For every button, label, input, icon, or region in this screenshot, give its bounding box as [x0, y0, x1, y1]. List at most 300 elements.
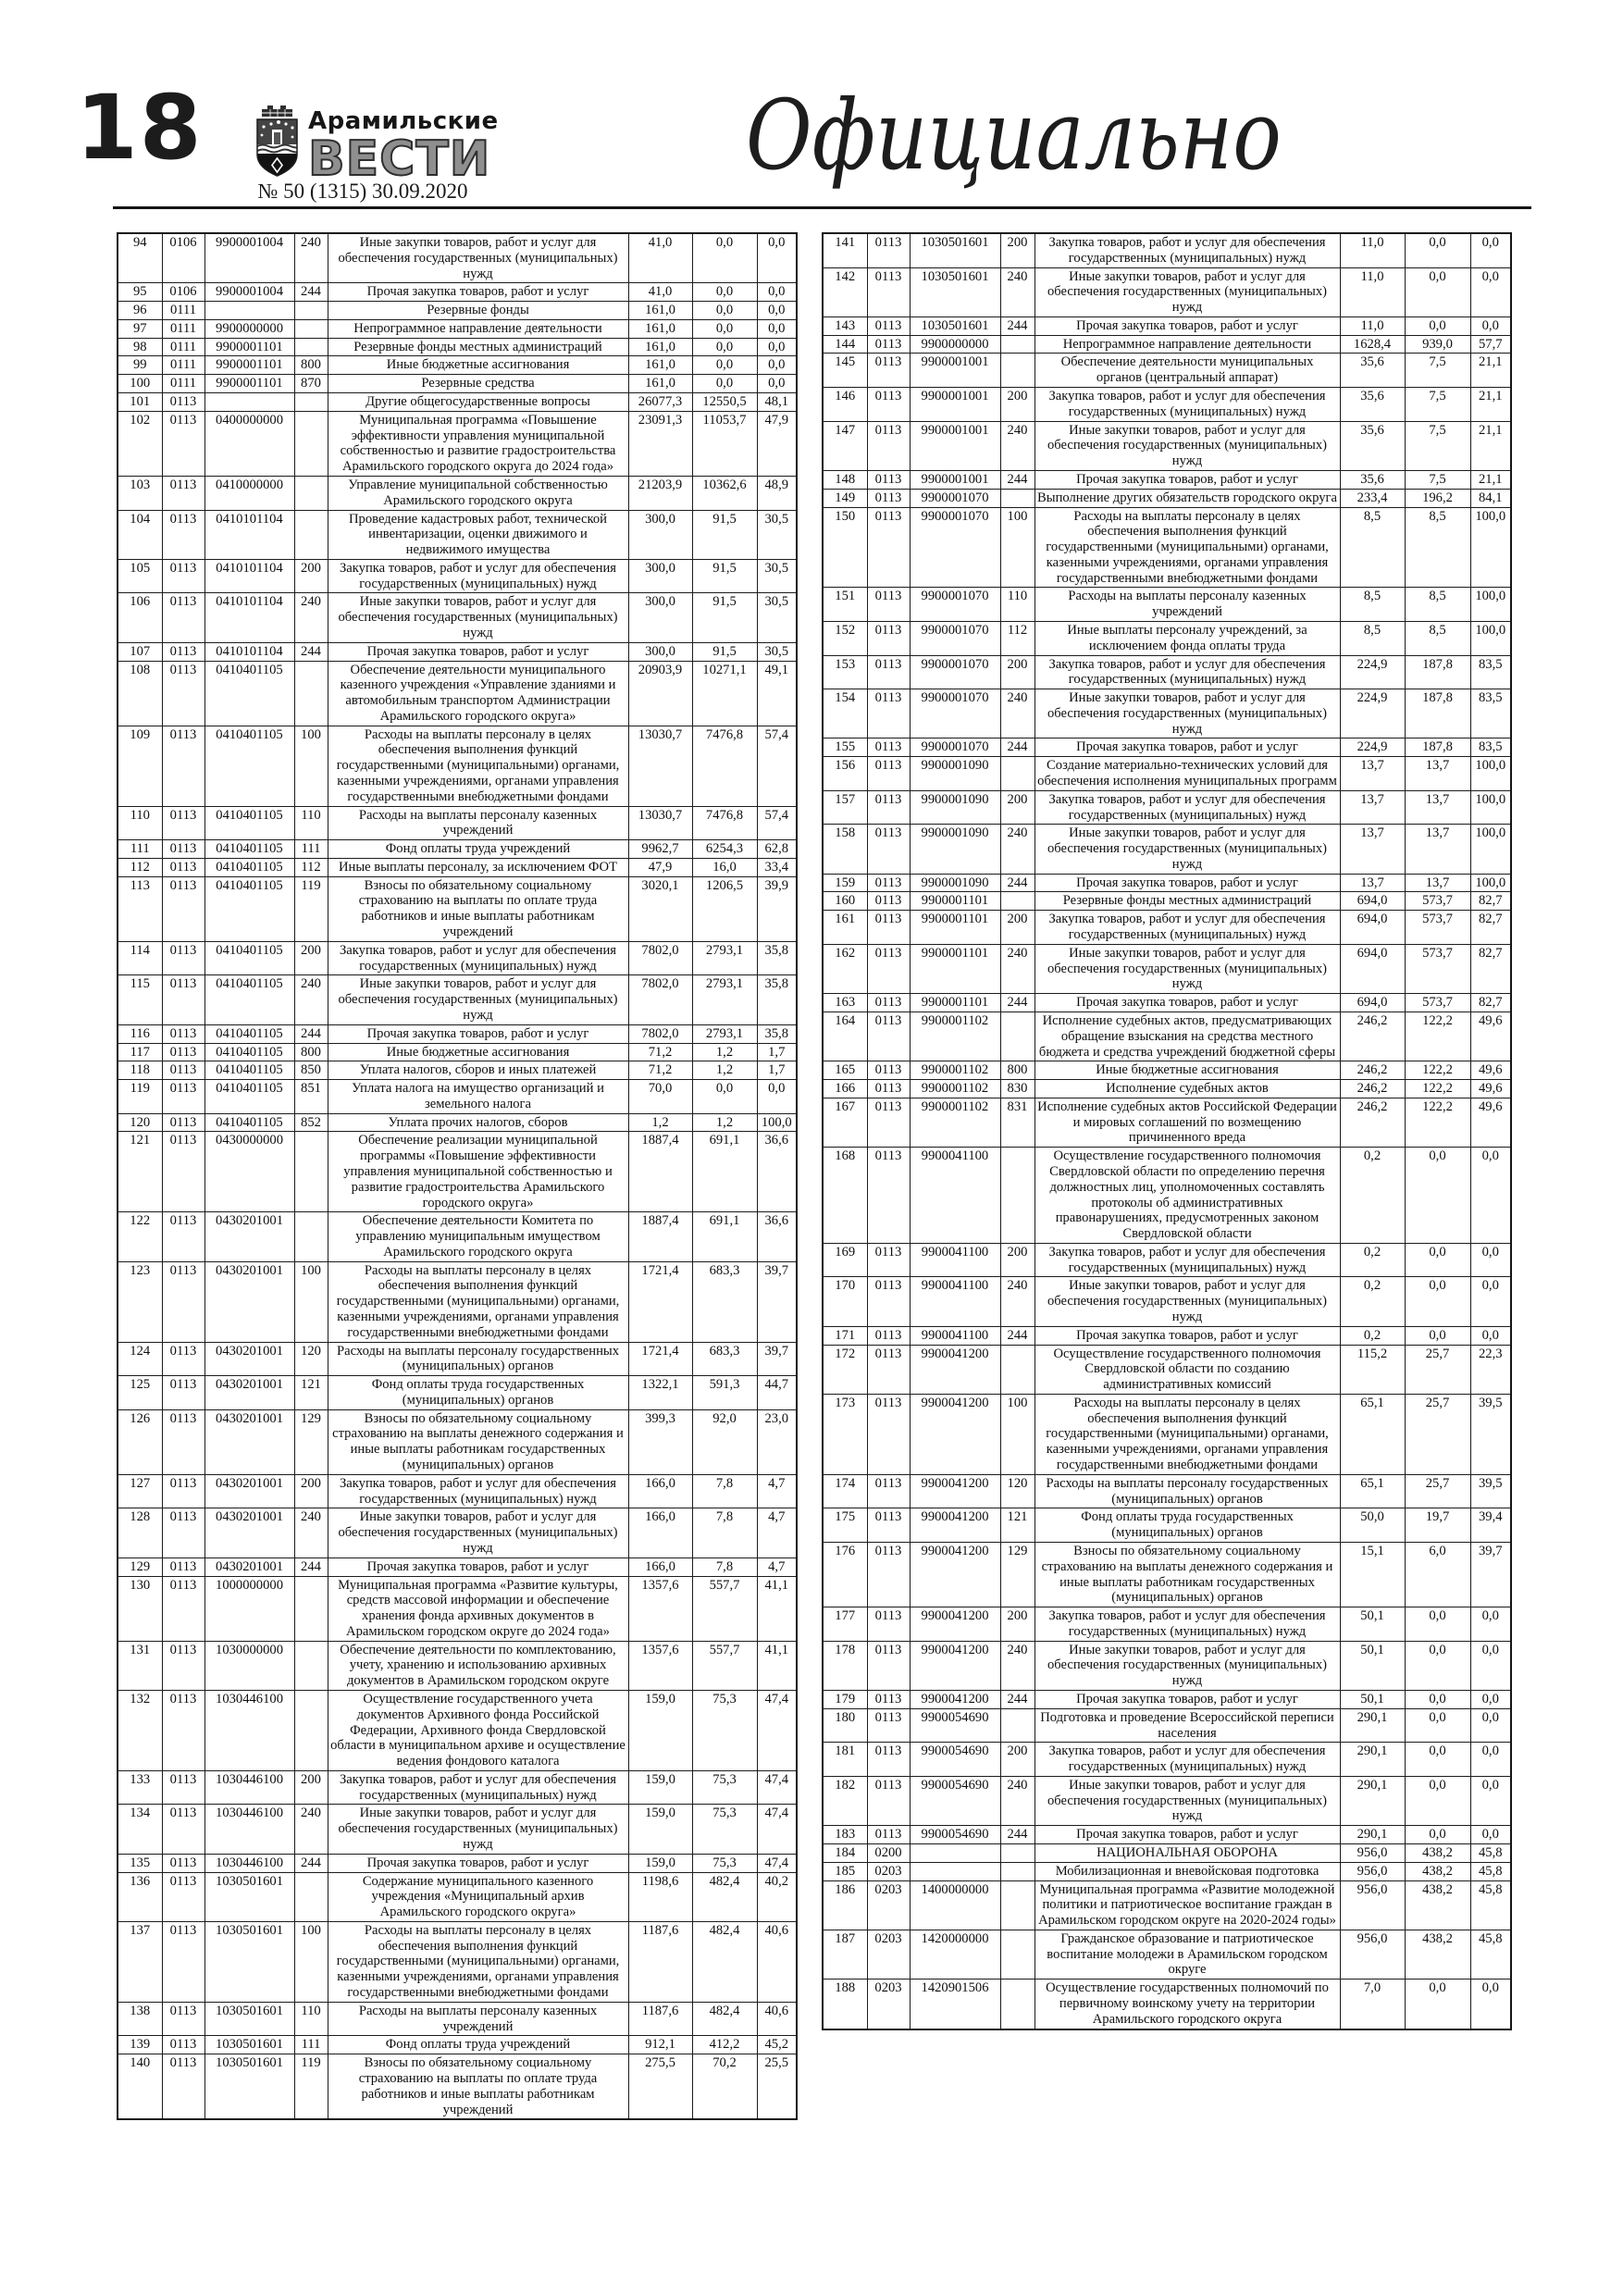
plan-amount-cell: 956,0: [1340, 1862, 1405, 1880]
row-number-cell: 142: [823, 267, 867, 316]
expense-name-cell: Резервные фонды: [328, 302, 628, 320]
percent-cell: 0,0: [1470, 1277, 1511, 1326]
expense-name-cell: Фонд оплаты труда учреждений: [328, 2036, 628, 2054]
target-item-code-cell: 9900001001: [910, 421, 1000, 470]
row-number-cell: 145: [823, 354, 867, 388]
target-item-code-cell: 0410401105: [204, 1113, 294, 1132]
expense-type-code-cell: 200: [1000, 1243, 1035, 1277]
section-code-cell: 0113: [162, 975, 204, 1024]
row-number-cell: 165: [823, 1061, 867, 1080]
section-code-cell: 0113: [867, 316, 910, 335]
section-code-cell: 0113: [867, 757, 910, 791]
executed-amount-cell: 438,2: [1405, 1862, 1470, 1880]
row-number-cell: 169: [823, 1243, 867, 1277]
expense-name-cell: Управление муниципальной собственностью Арамильского городского округа: [328, 476, 628, 510]
section-code-cell: 0113: [162, 1558, 204, 1576]
table-row: [823, 1641, 1511, 1690]
section-code-cell: 0106: [162, 283, 204, 302]
plan-amount-cell: 300,0: [628, 642, 692, 661]
percent-cell: 45,8: [1470, 1880, 1511, 1930]
table-row: [118, 661, 797, 726]
plan-amount-cell: 26077,3: [628, 393, 692, 412]
table-row: [823, 1542, 1511, 1607]
row-number-cell: 158: [823, 825, 867, 874]
section-code-cell: 0113: [162, 1024, 204, 1043]
percent-cell: 45,8: [1470, 1844, 1511, 1863]
section-code-cell: 0113: [867, 1011, 910, 1061]
target-item-code-cell: 0430201001: [204, 1409, 294, 1474]
target-item-code-cell: 9900001102: [910, 1080, 1000, 1098]
expense-type-code-cell: 800: [1000, 1061, 1035, 1080]
percent-cell: 47,9: [757, 411, 797, 476]
expense-type-code-cell: 240: [1000, 267, 1035, 316]
row-number-cell: 146: [823, 388, 867, 422]
target-item-code-cell: 9900001102: [910, 1061, 1000, 1080]
section-code-cell: 0203: [867, 1930, 910, 1979]
expense-name-cell: Иные бюджетные ассигнования: [1035, 1061, 1340, 1080]
expense-name-cell: Содержание муниципального казенного учреждения «Муниципальный архив Арамильского городского округа»: [328, 1872, 628, 1921]
executed-amount-cell: 1206,5: [692, 876, 757, 941]
executed-amount-cell: 573,7: [1405, 944, 1470, 993]
executed-amount-cell: 573,7: [1405, 911, 1470, 945]
percent-cell: 48,9: [757, 476, 797, 510]
target-item-code-cell: 9900041200: [910, 1508, 1000, 1543]
table-row: [118, 1342, 797, 1376]
table-row: [823, 1690, 1511, 1708]
expense-name-cell: Прочая закупка товаров, работ и услуг: [1035, 1690, 1340, 1708]
percent-cell: 40,6: [757, 1921, 797, 2002]
percent-cell: 39,7: [757, 1342, 797, 1376]
percent-cell: 0,0: [1470, 1243, 1511, 1277]
percent-cell: 0,0: [757, 302, 797, 320]
table-row: [118, 1376, 797, 1410]
plan-amount-cell: 275,5: [628, 2054, 692, 2120]
section-code-cell: 0113: [162, 1342, 204, 1376]
percent-cell: 30,5: [757, 510, 797, 559]
expense-type-code-cell: [294, 1872, 328, 1921]
expense-name-cell: Осуществление государственного полномочия Свердловской области по созданию административных комиссий: [1035, 1345, 1340, 1394]
expense-type-code-cell: [294, 411, 328, 476]
target-item-code-cell: [204, 393, 294, 412]
executed-amount-cell: 11053,7: [692, 411, 757, 476]
table-row: [118, 642, 797, 661]
percent-cell: 41,1: [757, 1576, 797, 1641]
percent-cell: 30,5: [757, 642, 797, 661]
executed-amount-cell: 573,7: [1405, 994, 1470, 1012]
section-code-cell: 0113: [867, 1690, 910, 1708]
section-code-cell: 0113: [162, 661, 204, 726]
table-row: [118, 593, 797, 642]
executed-amount-cell: 691,1: [692, 1212, 757, 1261]
executed-amount-cell: 16,0: [692, 858, 757, 876]
row-number-cell: 154: [823, 689, 867, 738]
expense-type-code-cell: 120: [294, 1342, 328, 1376]
expense-name-cell: Иные закупки товаров, работ и услуг для обеспечения государственных (муниципальных) нужд: [1035, 944, 1340, 993]
expense-name-cell: Иные закупки товаров, работ и услуг для обеспечения государственных (муниципальных) нужд: [1035, 1277, 1340, 1326]
plan-amount-cell: 166,0: [628, 1508, 692, 1558]
executed-amount-cell: 482,4: [692, 2002, 757, 2036]
executed-amount-cell: 691,1: [692, 1132, 757, 1212]
table-row: [823, 1508, 1511, 1543]
expense-name-cell: Выполнение других обязательств городского округа: [1035, 489, 1340, 507]
expense-name-cell: Закупка товаров, работ и услуг для обеспечения государственных (муниципальных) нужд: [1035, 911, 1340, 945]
expense-type-code-cell: 244: [294, 642, 328, 661]
percent-cell: 30,5: [757, 593, 797, 642]
percent-cell: 36,6: [757, 1212, 797, 1261]
executed-amount-cell: 8,5: [1405, 507, 1470, 588]
row-number-cell: 150: [823, 507, 867, 588]
table-row: [823, 825, 1511, 874]
expense-type-code-cell: 111: [294, 840, 328, 859]
percent-cell: 49,1: [757, 661, 797, 726]
table-row: [118, 806, 797, 840]
expense-name-cell: Иные закупки товаров, работ и услуг для обеспечения государственных (муниципальных) нужд: [328, 233, 628, 283]
executed-amount-cell: 2793,1: [692, 941, 757, 975]
percent-cell: 82,7: [1470, 892, 1511, 911]
executed-amount-cell: 7,5: [1405, 421, 1470, 470]
row-number-cell: 98: [118, 338, 162, 356]
target-item-code-cell: 0410101104: [204, 593, 294, 642]
executed-amount-cell: 91,5: [692, 593, 757, 642]
target-item-code-cell: 0400000000: [204, 411, 294, 476]
row-number-cell: 147: [823, 421, 867, 470]
expense-name-cell: Взносы по обязательному социальному страхованию на выплаты по оплате труда работников и иные выплаты работникам учреждений: [328, 2054, 628, 2120]
row-number-cell: 170: [823, 1277, 867, 1326]
row-number-cell: 188: [823, 1980, 867, 2029]
row-number-cell: 155: [823, 738, 867, 757]
row-number-cell: 101: [118, 393, 162, 412]
expense-name-cell: Закупка товаров, работ и услуг для обеспечения государственных (муниципальных) нужд: [1035, 1743, 1340, 1777]
expense-name-cell: Обеспечение деятельности по комплектованию, учету, хранению и использованию архивных документов в Арамильском городском округе: [328, 1641, 628, 1690]
row-number-cell: 121: [118, 1132, 162, 1212]
table-row: [823, 354, 1511, 388]
expense-type-code-cell: 870: [294, 375, 328, 393]
section-code-cell: 0113: [867, 655, 910, 689]
plan-amount-cell: 300,0: [628, 510, 692, 559]
plan-amount-cell: 956,0: [1340, 1880, 1405, 1930]
plan-amount-cell: 300,0: [628, 559, 692, 593]
percent-cell: 100,0: [1470, 874, 1511, 892]
expense-name-cell: Закупка товаров, работ и услуг для обеспечения государственных (муниципальных) нужд: [1035, 1243, 1340, 1277]
table-row: [118, 1921, 797, 2002]
expense-type-code-cell: 100: [294, 1921, 328, 2002]
row-number-cell: 117: [118, 1043, 162, 1061]
table-row: [118, 1558, 797, 1576]
expense-name-cell: Исполнение судебных актов Российской Федерации и мировых соглашений по возмещению причиненного вреда: [1035, 1098, 1340, 1147]
expense-name-cell: Фонд оплаты труда государственных (муниципальных) органов: [1035, 1508, 1340, 1543]
section-code-cell: 0113: [867, 689, 910, 738]
plan-amount-cell: 65,1: [1340, 1474, 1405, 1508]
section-code-cell: 0113: [162, 1508, 204, 1558]
table-row: [118, 302, 797, 320]
plan-amount-cell: 0,2: [1340, 1148, 1405, 1244]
expense-type-code-cell: 240: [1000, 421, 1035, 470]
plan-amount-cell: 290,1: [1340, 1826, 1405, 1844]
expense-name-cell: Взносы по обязательному социальному страхованию на выплаты денежного содержания и иные выплаты работникам государственных (муниципальных) органов: [1035, 1542, 1340, 1607]
target-item-code-cell: 0410101104: [204, 559, 294, 593]
percent-cell: 100,0: [757, 1113, 797, 1132]
percent-cell: 83,5: [1470, 738, 1511, 757]
section-title: Официально: [746, 79, 1282, 192]
section-code-cell: 0113: [867, 489, 910, 507]
section-code-cell: 0113: [867, 1326, 910, 1345]
table-row: [823, 1243, 1511, 1277]
executed-amount-cell: 7,8: [692, 1558, 757, 1576]
plan-amount-cell: 35,6: [1340, 354, 1405, 388]
section-code-cell: 0113: [867, 267, 910, 316]
percent-cell: 4,7: [757, 1558, 797, 1576]
executed-amount-cell: 482,4: [692, 1921, 757, 2002]
row-number-cell: 184: [823, 1844, 867, 1863]
expense-name-cell: Прочая закупка товаров, работ и услуг: [1035, 738, 1340, 757]
expense-name-cell: Расходы на выплаты персоналу казенных учреждений: [328, 2002, 628, 2036]
target-item-code-cell: 1030446100: [204, 1854, 294, 1872]
executed-amount-cell: 122,2: [1405, 1061, 1470, 1080]
row-number-cell: 181: [823, 1743, 867, 1777]
plan-amount-cell: 35,6: [1340, 421, 1405, 470]
table-row: [823, 1607, 1511, 1642]
plan-amount-cell: 1357,6: [628, 1641, 692, 1690]
plan-amount-cell: 956,0: [1340, 1930, 1405, 1979]
executed-amount-cell: 939,0: [1405, 335, 1470, 354]
section-code-cell: 0113: [162, 1409, 204, 1474]
expense-type-code-cell: [1000, 757, 1035, 791]
expense-name-cell: Закупка товаров, работ и услуг для обеспечения государственных (муниципальных) нужд: [1035, 790, 1340, 825]
plan-amount-cell: 159,0: [628, 1805, 692, 1854]
expense-type-code-cell: 240: [294, 1805, 328, 1854]
percent-cell: 0,0: [1470, 316, 1511, 335]
executed-amount-cell: 13,7: [1405, 790, 1470, 825]
percent-cell: 83,5: [1470, 655, 1511, 689]
expense-type-code-cell: 240: [1000, 1776, 1035, 1825]
plan-amount-cell: 246,2: [1340, 1080, 1405, 1098]
percent-cell: 35,8: [757, 941, 797, 975]
expense-name-cell: Расходы на выплаты персоналу в целях обеспечения выполнения функций государственными (муниципальными) органами, казенными учреждениями, органами управления государственными внебюджетными фондами: [328, 1921, 628, 2002]
table-row: [823, 1061, 1511, 1080]
row-number-cell: 108: [118, 661, 162, 726]
expense-name-cell: Муниципальная программа «Развитие молодежной политики и патриотическое воспитание граждан в Арамильском городском округе на 2020-2024 годы»: [1035, 1880, 1340, 1930]
table-row: [823, 1862, 1511, 1880]
table-row: [118, 356, 797, 375]
table-row: [118, 726, 797, 806]
target-item-code-cell: 0430000000: [204, 1132, 294, 1212]
table-row: [118, 510, 797, 559]
target-item-code-cell: 9900001101: [204, 338, 294, 356]
expense-name-cell: Расходы на выплаты персоналу казенных учреждений: [328, 806, 628, 840]
plan-amount-cell: 1887,4: [628, 1132, 692, 1212]
expense-type-code-cell: 240: [294, 593, 328, 642]
expense-name-cell: Прочая закупка товаров, работ и услуг: [1035, 316, 1340, 335]
percent-cell: 0,0: [757, 338, 797, 356]
expense-type-code-cell: 100: [294, 1261, 328, 1342]
plan-amount-cell: 166,0: [628, 1474, 692, 1508]
percent-cell: 1,7: [757, 1043, 797, 1061]
row-number-cell: 143: [823, 316, 867, 335]
row-number-cell: 113: [118, 876, 162, 941]
target-item-code-cell: 0430201001: [204, 1342, 294, 1376]
row-number-cell: 130: [118, 1576, 162, 1641]
target-item-code-cell: 9900054690: [910, 1826, 1000, 1844]
plan-amount-cell: 65,1: [1340, 1394, 1405, 1474]
row-number-cell: 102: [118, 411, 162, 476]
plan-amount-cell: 71,2: [628, 1061, 692, 1080]
target-item-code-cell: 9900041200: [910, 1607, 1000, 1642]
section-code-cell: 0113: [867, 1277, 910, 1326]
target-item-code-cell: 0430201001: [204, 1376, 294, 1410]
executed-amount-cell: 92,0: [692, 1409, 757, 1474]
table-row: [823, 1148, 1511, 1244]
section-code-cell: 0113: [162, 941, 204, 975]
expense-type-code-cell: 244: [294, 283, 328, 302]
row-number-cell: 159: [823, 874, 867, 892]
percent-cell: 35,8: [757, 975, 797, 1024]
section-code-cell: 0203: [867, 1862, 910, 1880]
percent-cell: 0,0: [1470, 1826, 1511, 1844]
expense-type-code-cell: [1000, 1011, 1035, 1061]
expense-type-code-cell: 111: [294, 2036, 328, 2054]
section-code-cell: 0113: [162, 393, 204, 412]
expense-type-code-cell: 110: [294, 2002, 328, 2036]
row-number-cell: 94: [118, 233, 162, 283]
plan-amount-cell: 0,2: [1340, 1277, 1405, 1326]
percent-cell: 0,0: [1470, 267, 1511, 316]
executed-amount-cell: 70,2: [692, 2054, 757, 2120]
target-item-code-cell: 0430201001: [204, 1558, 294, 1576]
target-item-code-cell: 9900000000: [204, 319, 294, 338]
table-row: [823, 335, 1511, 354]
table-row: [118, 1690, 797, 1770]
expense-type-code-cell: [1000, 892, 1035, 911]
expense-type-code-cell: [294, 1576, 328, 1641]
table-row: [823, 1930, 1511, 1979]
plan-amount-cell: 161,0: [628, 338, 692, 356]
percent-cell: 0,0: [757, 356, 797, 375]
percent-cell: 47,4: [757, 1770, 797, 1805]
section-code-cell: 0203: [867, 1980, 910, 2029]
target-item-code-cell: 9900001090: [910, 790, 1000, 825]
row-number-cell: 119: [118, 1080, 162, 1114]
expense-type-code-cell: [1000, 1880, 1035, 1930]
percent-cell: 39,7: [1470, 1542, 1511, 1607]
percent-cell: 36,6: [757, 1132, 797, 1212]
percent-cell: 33,4: [757, 858, 797, 876]
percent-cell: 21,1: [1470, 354, 1511, 388]
target-item-code-cell: 9900001090: [910, 825, 1000, 874]
executed-amount-cell: 196,2: [1405, 489, 1470, 507]
expense-name-cell: Иные закупки товаров, работ и услуг для обеспечения государственных (муниципальных) нужд: [328, 1508, 628, 1558]
expense-type-code-cell: 244: [294, 1854, 328, 1872]
section-code-cell: 0113: [867, 1080, 910, 1098]
row-number-cell: 177: [823, 1607, 867, 1642]
executed-amount-cell: 0,0: [1405, 1607, 1470, 1642]
table-row: [118, 840, 797, 859]
target-item-code-cell: 1030501601: [910, 316, 1000, 335]
section-code-cell: 0113: [162, 1474, 204, 1508]
executed-amount-cell: 122,2: [1405, 1011, 1470, 1061]
target-item-code-cell: 9900001101: [910, 911, 1000, 945]
table-row: [823, 388, 1511, 422]
executed-amount-cell: 7,8: [692, 1508, 757, 1558]
expense-type-code-cell: 244: [1000, 874, 1035, 892]
expense-type-code-cell: 244: [294, 1558, 328, 1576]
plan-amount-cell: 21203,9: [628, 476, 692, 510]
section-code-cell: 0113: [867, 1776, 910, 1825]
executed-amount-cell: 0,0: [1405, 1243, 1470, 1277]
plan-amount-cell: 50,1: [1340, 1641, 1405, 1690]
percent-cell: 100,0: [1470, 825, 1511, 874]
target-item-code-cell: 9900001070: [910, 689, 1000, 738]
table-row: [118, 2002, 797, 2036]
expense-name-cell: Иные закупки товаров, работ и услуг для обеспечения государственных (муниципальных) нужд: [1035, 825, 1340, 874]
section-code-cell: 0113: [162, 476, 204, 510]
target-item-code-cell: 0410101104: [204, 642, 294, 661]
row-number-cell: 95: [118, 283, 162, 302]
plan-amount-cell: 159,0: [628, 1690, 692, 1770]
section-code-cell: 0113: [867, 588, 910, 622]
header-rule: [113, 206, 1531, 209]
expense-type-code-cell: 244: [1000, 994, 1035, 1012]
plan-amount-cell: 7802,0: [628, 941, 692, 975]
target-item-code-cell: 9900001070: [910, 507, 1000, 588]
section-code-cell: 0113: [867, 388, 910, 422]
plan-amount-cell: 115,2: [1340, 1345, 1405, 1394]
expense-name-cell: Закупка товаров, работ и услуг для обеспечения государственных (муниципальных) нужд: [1035, 233, 1340, 267]
section-code-cell: 0113: [867, 470, 910, 489]
executed-amount-cell: 0,0: [692, 283, 757, 302]
row-number-cell: 97: [118, 319, 162, 338]
expense-name-cell: Прочая закупка товаров, работ и услуг: [328, 1854, 628, 1872]
row-number-cell: 182: [823, 1776, 867, 1825]
percent-cell: 82,7: [1470, 994, 1511, 1012]
percent-cell: 44,7: [757, 1376, 797, 1410]
plan-amount-cell: 13030,7: [628, 726, 692, 806]
executed-amount-cell: 412,2: [692, 2036, 757, 2054]
expense-name-cell: Иные выплаты персоналу учреждений, за исключением фонда оплаты труда: [1035, 621, 1340, 655]
section-code-cell: 0113: [162, 1376, 204, 1410]
expense-name-cell: Иные закупки товаров, работ и услуг для обеспечения государственных (муниципальных) нужд: [1035, 1641, 1340, 1690]
plan-amount-cell: 0,2: [1340, 1326, 1405, 1345]
percent-cell: 39,5: [1470, 1394, 1511, 1474]
plan-amount-cell: 399,3: [628, 1409, 692, 1474]
target-item-code-cell: 9900054690: [910, 1776, 1000, 1825]
row-number-cell: 178: [823, 1641, 867, 1690]
percent-cell: 57,7: [1470, 335, 1511, 354]
executed-amount-cell: 25,7: [1405, 1474, 1470, 1508]
target-item-code-cell: 9900001070: [910, 489, 1000, 507]
row-number-cell: 138: [118, 2002, 162, 2036]
executed-amount-cell: 122,2: [1405, 1080, 1470, 1098]
table-row: [823, 1980, 1511, 2029]
row-number-cell: 135: [118, 1854, 162, 1872]
row-number-cell: 116: [118, 1024, 162, 1043]
expense-type-code-cell: 240: [294, 233, 328, 283]
percent-cell: 39,9: [757, 876, 797, 941]
table-row: [118, 338, 797, 356]
masthead-title: ВЕСТИ: [308, 131, 491, 188]
section-code-cell: 0113: [162, 1854, 204, 1872]
row-number-cell: 129: [118, 1558, 162, 1576]
executed-amount-cell: 10271,1: [692, 661, 757, 726]
percent-cell: 83,5: [1470, 689, 1511, 738]
table-row: [823, 1326, 1511, 1345]
expense-type-code-cell: 200: [1000, 790, 1035, 825]
percent-cell: 0,0: [757, 283, 797, 302]
expense-name-cell: Прочая закупка товаров, работ и услуг: [1035, 1826, 1340, 1844]
plan-amount-cell: 23091,3: [628, 411, 692, 476]
percent-cell: 100,0: [1470, 757, 1511, 791]
row-number-cell: 153: [823, 655, 867, 689]
target-item-code-cell: 0410401105: [204, 941, 294, 975]
